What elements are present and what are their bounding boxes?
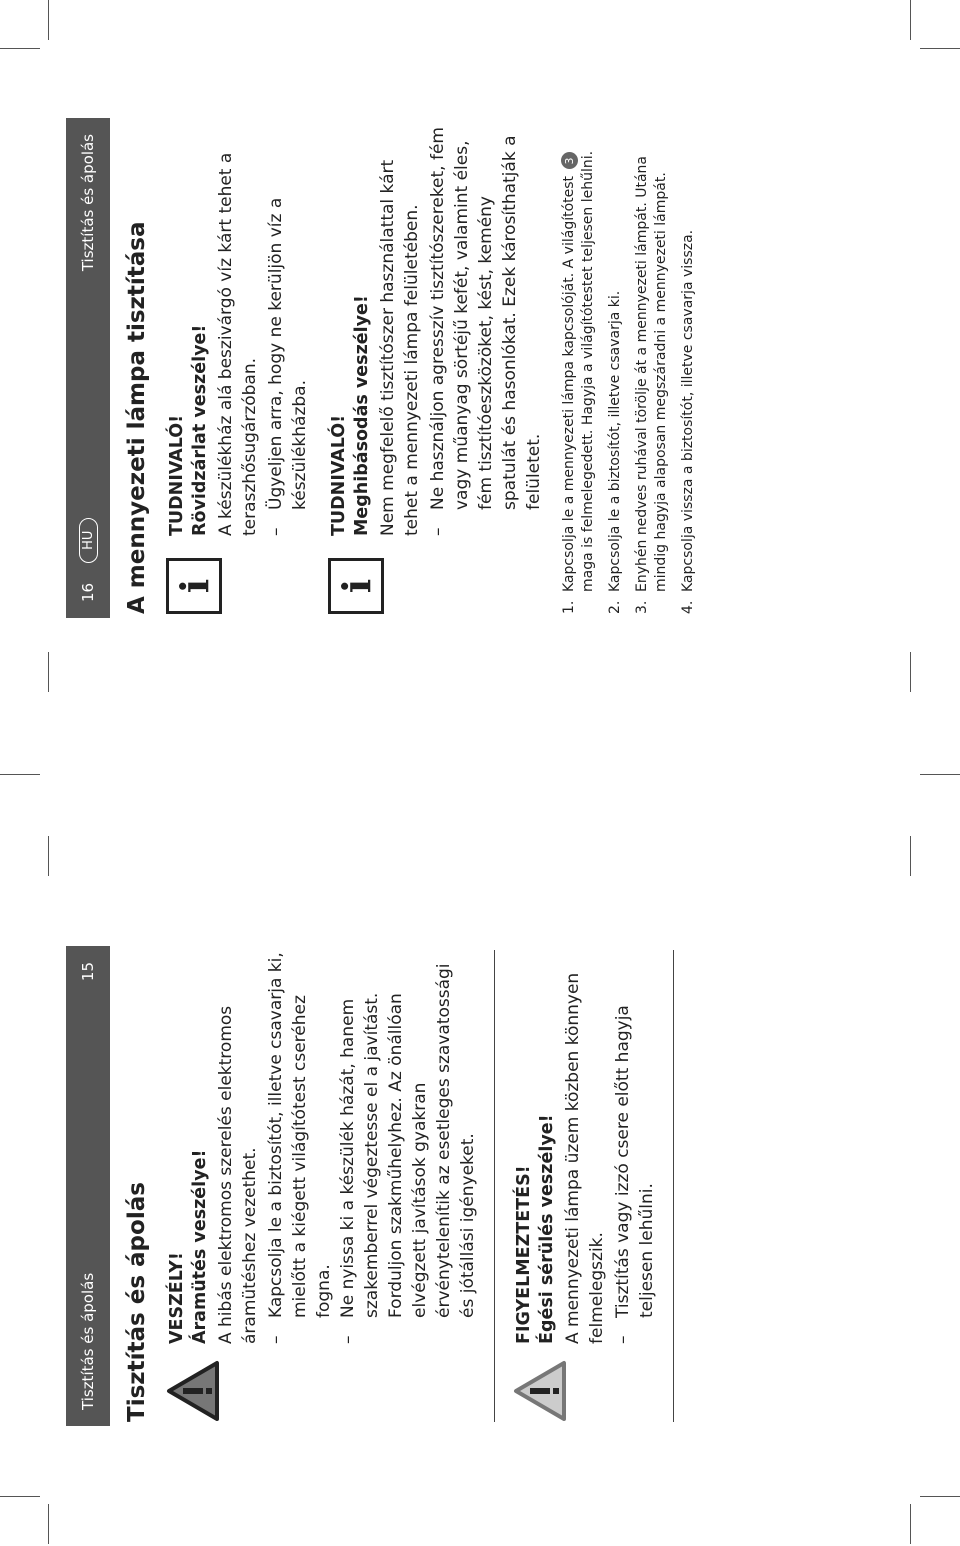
notice-label: TUDNIVALÓ! [167, 414, 187, 536]
notice-intro: Nem megfelelő tisztítószer használattal kárt tehet a mennyezeti lámpa felületében. [378, 159, 422, 536]
crop-mark [910, 1504, 911, 1544]
notice-intro: A készülékház alá beszivárgó víz kárt tehet a teraszhősugárzóban. [216, 152, 260, 536]
crop-mark [48, 836, 49, 876]
warning-triangle-icon [513, 1360, 567, 1422]
page-title: Tisztítás és ápolás [124, 1182, 150, 1422]
crop-mark [920, 774, 960, 775]
page-15 [66, 946, 806, 1546]
list-item: 1. Kapcsolja le a mennyezeti lámpa kapcsolóját. A világítótest 3 maga is felmelegedett. Hagyja a világítótestet teljesen lehűlni. [561, 150, 596, 614]
list-item: –Kapcsolja le a biztosítót, illetve csavarja ki, mielőtt a kiégett világítótest cseréhez fogna. [266, 952, 334, 1344]
crop-mark [48, 0, 49, 40]
crop-mark [0, 48, 40, 49]
info-i-icon: i [328, 558, 384, 614]
danger-notice [166, 950, 495, 1422]
language-badge: HU [79, 518, 98, 563]
info-notice-damage [328, 122, 546, 614]
info-notice-short-circuit [166, 122, 312, 614]
crop-mark [910, 0, 911, 40]
page-number: 15 [79, 962, 97, 982]
crop-mark [910, 836, 911, 876]
info-i-icon: i [166, 558, 222, 614]
list-item: –Ne használjon agresszív tisztítószereket, fém vagy műanyag sörtéjű kefét, valamint éles, fém tisztítóeszközöket, kést, kemény spatulát és hasonlókat. Ezek károsíthatják a felületet. [428, 127, 544, 536]
notice-title: Meghibásodás veszélye! [352, 295, 372, 536]
page-number: 16 [79, 582, 97, 602]
cleaning-steps [560, 122, 698, 614]
header-title: Tisztítás és ápolás [79, 134, 97, 272]
crop-mark [48, 652, 49, 692]
notice-title: Rövidzárlat veszélye! [190, 324, 210, 536]
list-item: 3. Enyhén nedves ruhával törölje át a mennyezeti lámpát. Utána mindig hagyja alaposan megszáradni a mennyezeti lámpát. [634, 156, 669, 614]
warning-triangle-icon [166, 1360, 220, 1422]
page-title: A mennyezeti lámpa tisztítása [124, 221, 150, 614]
page-16 [66, 118, 896, 618]
crop-mark [920, 48, 960, 49]
warning-title: Égési sérülés veszélye! [537, 1114, 557, 1344]
crop-mark [910, 652, 911, 692]
crop-mark [920, 1496, 960, 1497]
component-number-badge: 3 [561, 153, 578, 170]
crop-mark [0, 774, 40, 775]
list-item: 4. Kapcsolja vissza a biztosítót, illetve csavarja vissza. [680, 229, 696, 614]
header-title: Tisztítás és ápolás [79, 1272, 97, 1410]
list-item: –Ügyeljen arra, hogy ne kerüljön víz a készülékházba. [266, 197, 310, 536]
page-header [66, 946, 110, 1426]
warning-intro: A mennyezeti lámpa üzem közben könnyen felmelegszik. [563, 972, 607, 1344]
page-header [66, 118, 110, 618]
crop-mark [0, 1496, 40, 1497]
danger-title: Áramütés veszélye! [190, 1149, 210, 1344]
list-item: –Ne nyissa ki a készülék házát, hanem szakemberrel végeztesse el a javítást. Forduljon szakműhelyhez. Az önállóan elvégzett javítások gyakran érvénytelenítik az esetleges szavatossági és jótállási igényeket. [338, 963, 478, 1344]
warning-notice [513, 950, 674, 1422]
warning-label: FIGYELMEZTETÉS! [514, 1165, 534, 1344]
danger-label: VESZÉLY! [167, 1252, 187, 1344]
list-item: –Tisztítás vagy izzó csere előtt hagyja teljesen lehűlni. [613, 1005, 657, 1344]
crop-mark [48, 1504, 49, 1544]
danger-intro: A hibás elektromos szerelés elektromos áramütéshez vezethet. [216, 1005, 260, 1344]
notice-label: TUDNIVALÓ! [329, 414, 349, 536]
list-item: 2. Kapcsolja le a biztosítót, illetve csavarja ki. [607, 290, 623, 614]
